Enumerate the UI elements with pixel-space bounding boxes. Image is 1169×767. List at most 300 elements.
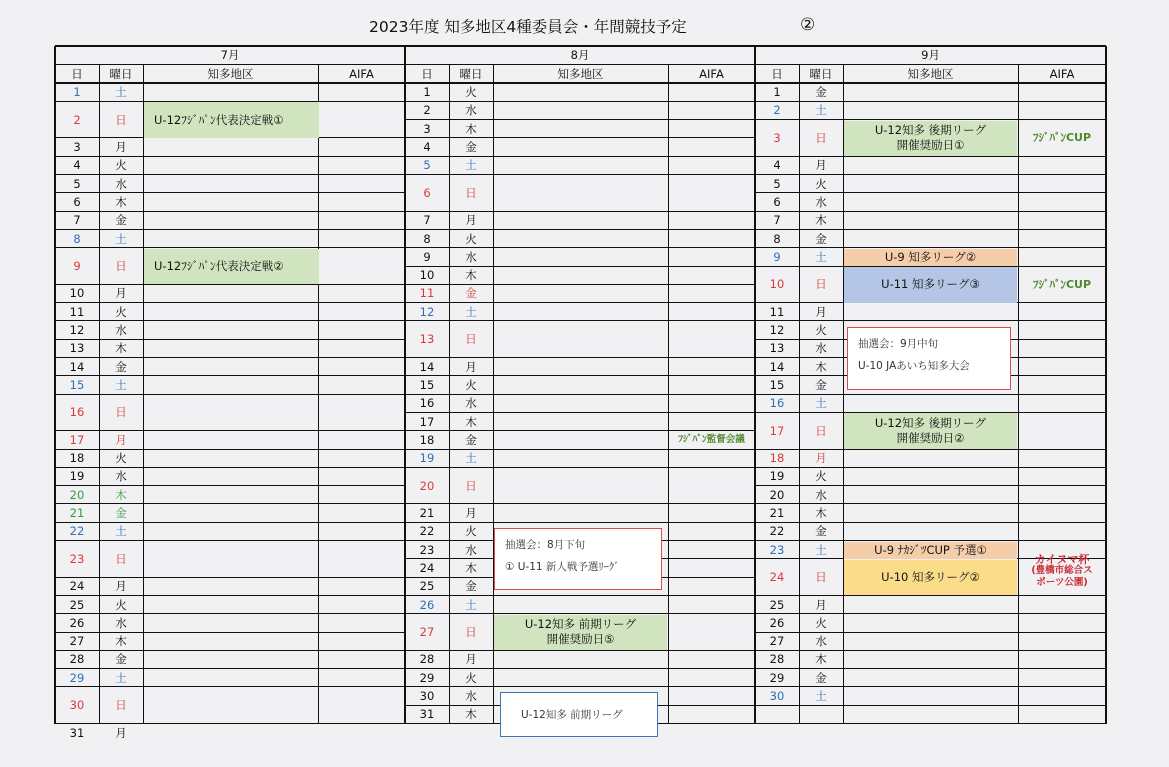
grid-line xyxy=(405,668,755,669)
aifa-text: カイヌマ杯 xyxy=(1034,552,1090,566)
day-number: 30 xyxy=(769,689,785,704)
day-number: 4 xyxy=(73,158,81,173)
grid-line xyxy=(755,394,1106,395)
weekday-cell: 金 xyxy=(115,359,127,374)
day-number: 22 xyxy=(769,524,785,539)
day-number: 23 xyxy=(69,551,85,566)
weekday-cell: 月 xyxy=(815,304,827,319)
weekday-cell: 月 xyxy=(815,158,827,173)
weekday-cell: 土 xyxy=(815,103,827,118)
grid-line xyxy=(55,540,405,541)
grid-line xyxy=(405,119,755,120)
weekday-cell: 木 xyxy=(815,652,827,667)
weekday-cell: 月 xyxy=(815,451,827,466)
weekday-cell: 木 xyxy=(465,560,477,575)
day-number: 24 xyxy=(69,579,85,594)
day-number: 1 xyxy=(773,85,781,100)
day-number: 28 xyxy=(769,652,785,667)
weekday-cell: 土 xyxy=(115,524,127,539)
weekday-cell: 木 xyxy=(815,359,827,374)
aifa-text: ﾌｼﾞﾊﾟﾝCUP xyxy=(1032,131,1092,145)
weekday-cell: 木 xyxy=(115,341,127,356)
grid-line xyxy=(405,137,755,138)
weekday-cell: 日 xyxy=(115,405,127,420)
day-number: 5 xyxy=(73,176,81,191)
weekday-cell: 火 xyxy=(115,451,127,466)
weekday-cell: 土 xyxy=(815,689,827,704)
day-number: 6 xyxy=(423,185,431,200)
day-number: 4 xyxy=(423,140,431,155)
weekday-cell: 水 xyxy=(115,176,127,191)
grid-line xyxy=(405,266,755,267)
day-number: 15 xyxy=(69,377,85,392)
weekday-cell: 土 xyxy=(815,542,827,557)
weekday-cell: 火 xyxy=(115,158,127,173)
grid-line xyxy=(755,192,1106,193)
weekday-cell: 水 xyxy=(465,103,477,118)
day-number: 19 xyxy=(419,451,435,466)
event-text: U-12ﾌｼﾞﾊﾟﾝ代表決定戦② xyxy=(154,258,284,273)
day-number: 23 xyxy=(769,542,785,557)
day-number: 29 xyxy=(769,670,785,685)
grid-line xyxy=(55,650,405,651)
event-text: 開催奨励日⑤ xyxy=(546,632,615,647)
grid-line xyxy=(55,339,405,340)
weekday-cell: 水 xyxy=(465,542,477,557)
grid-line xyxy=(55,229,405,230)
day-number: 19 xyxy=(69,469,85,484)
day-number: 1 xyxy=(73,85,81,100)
grid-line xyxy=(55,211,405,212)
day-number: 9 xyxy=(423,249,431,264)
day-number: 18 xyxy=(419,432,435,447)
aifa-text: (豊橋市総合ス xyxy=(1031,565,1093,577)
grid-line xyxy=(405,229,755,230)
grid-line xyxy=(405,156,755,157)
weekday-cell: 月 xyxy=(465,506,477,521)
event-text: U-12ﾌｼﾞﾊﾟﾝ代表決定戦① xyxy=(154,112,284,127)
day-number: 3 xyxy=(423,121,431,136)
grid-line xyxy=(755,503,1106,504)
weekday-cell: 火 xyxy=(465,524,477,539)
day-number: 31 xyxy=(419,707,435,722)
col-header-aifa: AIFA xyxy=(349,66,374,81)
event-text: U-12知多 後期リーグ xyxy=(874,123,987,138)
month-header: 7月 xyxy=(220,48,240,62)
day-number: 28 xyxy=(69,652,85,667)
weekday-cell: 木 xyxy=(815,213,827,228)
weekday-cell: 金 xyxy=(465,286,477,301)
weekday-cell: 月 xyxy=(115,140,127,155)
day-number: 14 xyxy=(769,359,785,374)
weekday-cell: 水 xyxy=(115,323,127,338)
grid-line xyxy=(405,101,755,102)
grid-line xyxy=(405,211,755,212)
grid-line xyxy=(755,632,1106,633)
grid-line xyxy=(755,101,1106,102)
weekday-cell: 水 xyxy=(815,634,827,649)
grid-line xyxy=(55,302,405,303)
weekday-cell: 火 xyxy=(815,469,827,484)
day-number: 7 xyxy=(773,213,781,228)
day-number: 16 xyxy=(769,396,785,411)
grid-line xyxy=(405,302,755,303)
weekday-cell: 木 xyxy=(115,634,127,649)
weekday-cell: 月 xyxy=(465,359,477,374)
weekday-cell: 火 xyxy=(465,377,477,392)
day-number: 22 xyxy=(69,524,85,539)
weekday-cell: 金 xyxy=(815,377,827,392)
grid-line xyxy=(55,613,405,614)
grid-line xyxy=(55,723,405,724)
weekday-cell: 土 xyxy=(465,451,477,466)
day-number: 14 xyxy=(419,359,435,374)
col-header-day: 日 xyxy=(421,66,433,81)
col-header-chita: 知多地区 xyxy=(557,66,604,81)
event-jul2 xyxy=(144,102,319,138)
day-number: 2 xyxy=(773,103,781,118)
event-sep3 xyxy=(844,121,1017,157)
grid-line xyxy=(405,412,755,413)
day-number: 18 xyxy=(69,451,85,466)
grid-line xyxy=(755,723,1106,724)
grid-line xyxy=(55,522,405,523)
note-sep-lottery xyxy=(847,327,1011,390)
weekday-cell: 火 xyxy=(115,597,127,612)
weekday-cell: 金 xyxy=(465,579,477,594)
day-number: 15 xyxy=(419,377,435,392)
weekday-cell: 火 xyxy=(815,323,827,338)
weekday-cell: 月 xyxy=(115,725,127,740)
grid-line xyxy=(755,650,1106,651)
day-number: 7 xyxy=(73,213,81,228)
day-number: 5 xyxy=(423,158,431,173)
day-number: 20 xyxy=(69,487,85,502)
day-number: 17 xyxy=(769,423,785,438)
grid-line xyxy=(405,174,755,175)
weekday-cell: 木 xyxy=(465,121,477,136)
weekday-cell: 日 xyxy=(465,185,477,200)
day-number: 17 xyxy=(419,414,435,429)
day-number: 14 xyxy=(69,359,85,374)
col-header-day: 日 xyxy=(71,66,83,81)
day-number: 21 xyxy=(419,506,435,521)
grid-line xyxy=(755,522,1106,523)
grid-line xyxy=(55,375,405,376)
event-sep9 xyxy=(844,249,1017,266)
day-number: 25 xyxy=(769,597,785,612)
weekday-cell: 日 xyxy=(465,624,477,639)
weekday-cell: 火 xyxy=(815,176,827,191)
weekday-cell: 木 xyxy=(115,487,127,502)
grid-line xyxy=(755,613,1106,614)
weekday-cell: 火 xyxy=(115,304,127,319)
weekday-cell: 金 xyxy=(815,524,827,539)
weekday-cell: 日 xyxy=(815,130,827,145)
day-number: 4 xyxy=(773,158,781,173)
grid-line xyxy=(55,595,405,596)
col-header-aifa: AIFA xyxy=(699,66,724,81)
grid-line xyxy=(755,174,1106,175)
day-number: 27 xyxy=(769,634,785,649)
day-number: 11 xyxy=(769,304,785,319)
day-number: 25 xyxy=(419,579,435,594)
grid-line xyxy=(755,229,1106,230)
weekday-cell: 日 xyxy=(815,423,827,438)
day-number: 26 xyxy=(419,597,435,612)
weekday-cell: 木 xyxy=(815,506,827,521)
weekday-cell: 土 xyxy=(115,670,127,685)
day-number: 27 xyxy=(69,634,85,649)
weekday-cell: 木 xyxy=(465,707,477,722)
day-number: 30 xyxy=(69,698,85,713)
day-number: 10 xyxy=(69,286,85,301)
grid-line xyxy=(755,705,1106,706)
col-header-chita: 知多地区 xyxy=(907,66,954,81)
day-number: 24 xyxy=(769,570,785,585)
weekday-cell: 日 xyxy=(115,258,127,273)
aifa-aug18 xyxy=(668,431,755,449)
weekday-cell: 水 xyxy=(465,249,477,264)
day-number: 31 xyxy=(69,725,85,740)
day-number: 2 xyxy=(423,103,431,118)
weekday-cell: 金 xyxy=(115,506,127,521)
grid-line xyxy=(55,449,405,450)
day-number: 27 xyxy=(419,624,435,639)
grid-line xyxy=(405,320,755,321)
grid-line xyxy=(405,247,755,248)
weekday-cell: 土 xyxy=(815,396,827,411)
day-number: 9 xyxy=(73,258,81,273)
weekday-cell: 土 xyxy=(115,231,127,246)
grid-line xyxy=(55,686,405,687)
grid-line xyxy=(55,430,405,431)
col-header-aifa: AIFA xyxy=(1049,66,1075,81)
grid-line xyxy=(405,467,755,468)
col-header-weekday: 曜日 xyxy=(109,66,133,81)
grid-line xyxy=(55,668,405,669)
weekday-cell: 月 xyxy=(465,652,477,667)
grid-line xyxy=(755,668,1106,669)
day-number: 8 xyxy=(73,231,81,246)
day-number: 15 xyxy=(769,377,785,392)
weekday-cell: 土 xyxy=(465,304,477,319)
weekday-cell: 土 xyxy=(465,597,477,612)
weekday-cell: 土 xyxy=(115,85,127,100)
day-number: 8 xyxy=(773,231,781,246)
weekday-cell: 水 xyxy=(815,341,827,356)
month-header: 9月 xyxy=(921,48,940,62)
day-number: 16 xyxy=(69,405,85,420)
day-number: 29 xyxy=(69,670,85,685)
grid-line xyxy=(55,632,405,633)
event-text: U-11 知多リーグ③ xyxy=(881,277,980,292)
grid-line xyxy=(405,394,755,395)
day-number: 10 xyxy=(419,268,435,283)
weekday-cell: 金 xyxy=(815,670,827,685)
note-aug30 xyxy=(500,692,658,737)
weekday-cell: 月 xyxy=(465,213,477,228)
event-sep10 xyxy=(844,267,1017,303)
grid-line xyxy=(755,686,1106,687)
weekday-cell: 月 xyxy=(115,286,127,301)
grid-line xyxy=(755,485,1106,486)
aifa-text: ﾌｼﾞﾊﾟﾝCUP xyxy=(1032,277,1092,291)
grid-line xyxy=(55,467,405,468)
day-number: 26 xyxy=(769,615,785,630)
weekday-cell: 土 xyxy=(815,249,827,264)
event-sep17 xyxy=(844,413,1017,449)
day-number: 17 xyxy=(69,432,85,447)
day-number: 13 xyxy=(419,332,435,347)
weekday-cell: 金 xyxy=(115,213,127,228)
col-header-day: 日 xyxy=(771,66,783,81)
grid-line xyxy=(55,394,405,395)
grid-line xyxy=(55,192,405,193)
grid-line xyxy=(405,522,755,523)
day-number: 3 xyxy=(73,140,81,155)
weekday-cell: 金 xyxy=(115,652,127,667)
weekday-cell: 日 xyxy=(815,570,827,585)
day-number: 6 xyxy=(773,194,781,209)
event-text: U-9 ﾅｶｼﾞﾂCUP 予選① xyxy=(874,542,987,557)
weekday-cell: 木 xyxy=(115,194,127,209)
weekday-cell: 月 xyxy=(115,432,127,447)
weekday-cell: 月 xyxy=(115,579,127,594)
grid-line xyxy=(405,503,755,504)
weekday-cell: 日 xyxy=(115,112,127,127)
day-number: 30 xyxy=(419,689,435,704)
grid-line xyxy=(755,320,1106,321)
day-number: 9 xyxy=(773,249,781,264)
day-number: 10 xyxy=(769,277,785,292)
note-text: ① U-11 新人戦予選ﾘｰｸﾞ xyxy=(505,561,620,573)
weekday-cell: 金 xyxy=(465,140,477,155)
weekday-cell: 水 xyxy=(115,615,127,630)
weekday-cell: 水 xyxy=(815,487,827,502)
weekday-cell: 水 xyxy=(815,194,827,209)
weekday-cell: 日 xyxy=(465,478,477,493)
event-text: U-10 知多リーグ② xyxy=(881,570,980,585)
day-number: 13 xyxy=(769,341,785,356)
event-jul9 xyxy=(144,249,319,285)
day-number: 23 xyxy=(419,542,435,557)
note-text: U-12知多 前期リーグ xyxy=(521,708,623,721)
grid-line xyxy=(55,174,405,175)
day-number: 22 xyxy=(419,524,435,539)
weekday-cell: 火 xyxy=(465,85,477,100)
weekday-cell: 月 xyxy=(815,597,827,612)
day-number: 12 xyxy=(769,323,785,338)
day-number: 21 xyxy=(69,506,85,521)
event-text: 開催奨励日② xyxy=(896,431,965,446)
aifa-sep10 xyxy=(1018,266,1106,303)
event-text: U-12知多 前期リーグ xyxy=(524,617,637,632)
weekday-cell: 木 xyxy=(465,414,477,429)
event-text: U-9 知多リーグ② xyxy=(884,249,977,264)
day-number: 5 xyxy=(773,176,781,191)
day-number: 25 xyxy=(69,597,85,612)
event-sep24 xyxy=(844,560,1017,596)
note-aug-lottery xyxy=(494,528,662,590)
note-text: 抽選会：9月中旬 xyxy=(858,338,939,350)
event-sep23 xyxy=(844,542,1017,559)
day-number: 28 xyxy=(419,652,435,667)
grid-line xyxy=(405,686,755,687)
day-number: 1 xyxy=(423,85,431,100)
weekday-cell: 金 xyxy=(815,231,827,246)
weekday-cell: 火 xyxy=(465,231,477,246)
page-number-mark: ② xyxy=(800,15,816,35)
weekday-cell: 土 xyxy=(465,158,477,173)
page-title: 2023年度 知多地区4種委員会・年間競技予定 xyxy=(369,18,687,36)
col-header-chita: 知多地区 xyxy=(207,66,254,81)
day-number: 19 xyxy=(769,469,785,484)
day-number: 8 xyxy=(423,231,431,246)
day-number: 12 xyxy=(69,323,85,338)
day-number: 16 xyxy=(419,396,435,411)
grid-line xyxy=(55,485,405,486)
day-number: 3 xyxy=(773,130,781,145)
col-header-weekday: 曜日 xyxy=(809,66,833,81)
grid-line xyxy=(405,284,755,285)
grid-line xyxy=(55,156,405,157)
note-text: 抽選会：8月下旬 xyxy=(505,539,586,551)
day-number: 24 xyxy=(419,560,435,575)
month-header: 8月 xyxy=(570,48,590,62)
aifa-sep3 xyxy=(1018,120,1106,157)
day-number: 20 xyxy=(769,487,785,502)
weekday-cell: 木 xyxy=(465,268,477,283)
aifa-sep24 xyxy=(1018,553,1106,590)
grid-line xyxy=(755,467,1106,468)
grid-line xyxy=(405,595,755,596)
weekday-cell: 火 xyxy=(465,670,477,685)
note-text: U-10 JAあいち知多大会 xyxy=(858,360,970,372)
weekday-cell: 水 xyxy=(465,689,477,704)
aifa-text: ﾌｼﾞﾊﾟﾝ監督会議 xyxy=(678,434,745,446)
event-text: 開催奨励日① xyxy=(896,138,965,153)
weekday-cell: 土 xyxy=(115,377,127,392)
day-number: 12 xyxy=(419,304,435,319)
col-header-weekday: 曜日 xyxy=(459,66,483,81)
day-number: 29 xyxy=(419,670,435,685)
grid-line xyxy=(405,375,755,376)
day-number: 2 xyxy=(73,112,81,127)
event-aug27 xyxy=(494,615,667,651)
weekday-cell: 金 xyxy=(465,432,477,447)
day-number: 18 xyxy=(769,451,785,466)
day-number: 6 xyxy=(73,194,81,209)
day-number: 20 xyxy=(419,478,435,493)
day-number: 7 xyxy=(423,213,431,228)
day-number: 26 xyxy=(69,615,85,630)
weekday-cell: 日 xyxy=(115,551,127,566)
weekday-cell: 日 xyxy=(815,277,827,292)
grid-line xyxy=(55,320,405,321)
day-number: 13 xyxy=(69,341,85,356)
grid-line xyxy=(55,577,405,578)
grid-line xyxy=(55,503,405,504)
weekday-cell: 水 xyxy=(115,469,127,484)
day-number: 21 xyxy=(769,506,785,521)
grid-line xyxy=(405,357,755,358)
day-number: 11 xyxy=(419,286,435,301)
weekday-cell: 金 xyxy=(815,85,827,100)
aifa-text: ポーツ公園) xyxy=(1036,576,1088,588)
weekday-cell: 火 xyxy=(815,615,827,630)
weekday-cell: 日 xyxy=(115,698,127,713)
